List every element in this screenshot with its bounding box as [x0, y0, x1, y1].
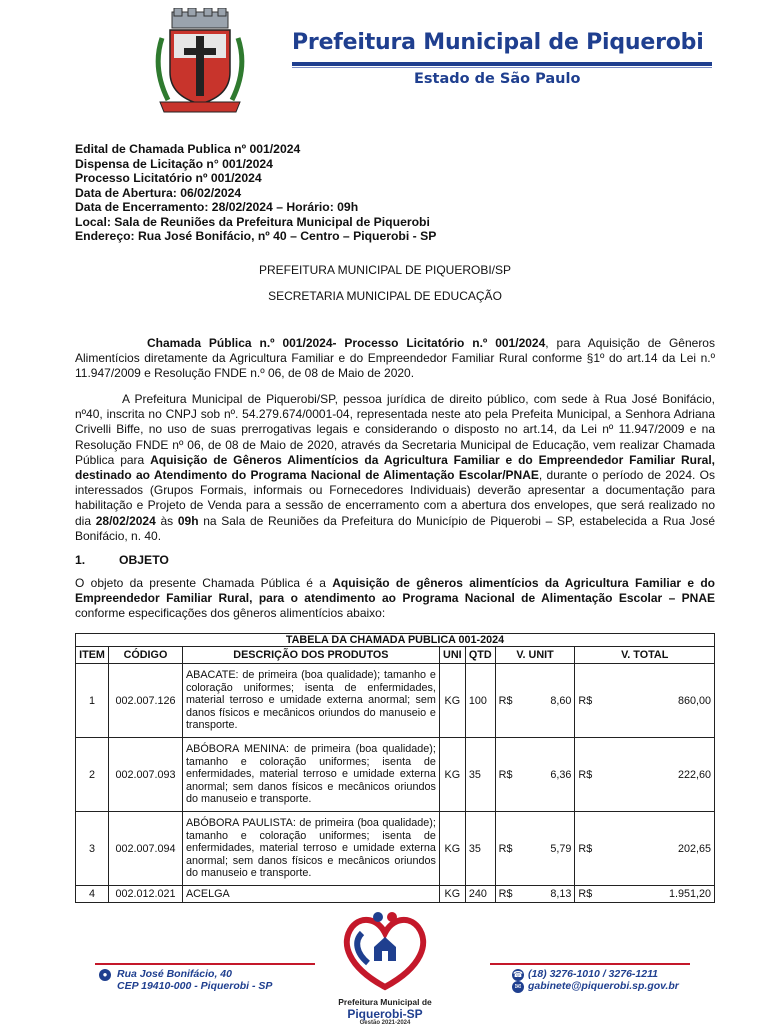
products-table [75, 633, 715, 903]
cell-desc: ABACATE: de primeira (boa qualidade); tamanho e coloração uniformes; isenta de enfermidades, material terroso e umidade externa anormal; sem danos físicos e mecânicos oriundos do manuseio e transporte. [182, 664, 439, 738]
section-number: 1. [75, 553, 86, 567]
intro-text: , para Aquisição de Gêneros Alimentícios diretamente da Agricultura Familiar e do Empreendedor Familiar Rural conforme §1º do art.14 da Lei n.º 11.947/2009 e Resolução FNDE n.º 06, de 08 de Maio de 2020. [75, 336, 715, 381]
header-title: Prefeitura Municipal de Piquerobi [292, 30, 704, 55]
cell-uni: KG [439, 738, 465, 812]
objeto-bold: Aquisição de gêneros alimentícios da Agricultura Familiar e do Empreendedor Familiar Rural, para o atendimento ao Programa Nacional de Alimentação Escolar – PNAE [75, 576, 715, 606]
edital-info-block [75, 142, 695, 244]
cell-total-price [575, 886, 715, 903]
logo-text-line2: Piquerobi-SP [347, 1007, 423, 1021]
cell-qtd: 240 [465, 886, 495, 903]
phone-icon: ☎ [513, 970, 523, 979]
footer-contact [490, 963, 690, 995]
section-heading-objeto [75, 553, 169, 567]
info-line-edital: Edital de Chamada Publica nº 001/2024 [75, 142, 301, 156]
cell-code: 002.007.093 [108, 738, 182, 812]
cell-unit-price [495, 886, 575, 903]
cell-item: 3 [76, 812, 109, 886]
cell-total-price [575, 812, 715, 886]
header-rule [292, 62, 712, 66]
table-header-row [76, 647, 715, 664]
header-subtitle: Estado de São Paulo [414, 71, 581, 87]
cell-code: 002.012.021 [108, 886, 182, 903]
cell-desc: ABÓBORA MENINA: de primeira (boa qualidade); tamanho e coloração uniformes; isenta de enfermidades, material terroso e umidade externa anormal; sem danos físicos e mecânicos oriundos do manuseio e transporte. [182, 738, 439, 812]
currency-symbol: R$ [498, 842, 513, 855]
footer-address-line1: Rua José Bonifácio, 40 [117, 968, 232, 980]
table-row [76, 886, 715, 903]
table-row [76, 738, 715, 812]
total-value: 860,00 [677, 694, 711, 707]
cell-item: 1 [76, 664, 109, 738]
unit-value: 5,79 [550, 842, 572, 855]
col-header-item: ITEM [76, 647, 109, 664]
objeto-text-1: O objeto da presente Chamada Pública é a [75, 576, 333, 590]
main-text-2: , durante o período de 2024. Os interessados (Grupos Formais, informais ou Fornecedores Individuais) deverão apresentar a documentação para habilitação e Projeto de Venda para a sessão de encerramento com a abertura dos envelopes, que será realizado no dia [75, 468, 715, 528]
main-bold-date: 28/02/2024 [95, 513, 156, 528]
cell-qtd: 100 [465, 664, 495, 738]
col-header-unit: V. UNIT [495, 647, 575, 664]
intro-bold: Chamada Pública n.º 001/2024- Processo Licitatório n.º 001/2024 [147, 336, 546, 350]
total-value: 222,60 [677, 768, 711, 781]
footer-phone: (18) 3276-1010 / 3276-1211 [528, 968, 658, 980]
intro-paragraph [75, 336, 715, 382]
cell-qtd: 35 [465, 738, 495, 812]
info-line-endereco: Endereço: Rua José Bonifácio, nº 40 – Centro – Piquerobi - SP [75, 229, 437, 243]
main-text-4: na Sala de Reuniões da Prefeitura do Município de Piquerobi – SP, estabelecida a Rua José Bonifácio, n. 40. [75, 513, 716, 543]
info-line-processo: Processo Licitatório nº 001/2024 [75, 171, 262, 185]
currency-symbol: R$ [498, 694, 513, 707]
cell-qtd: 35 [465, 812, 495, 886]
currency-symbol: R$ [578, 842, 593, 855]
info-line-abertura: Data de Abertura: 06/02/2024 [75, 185, 242, 200]
unit-value: 6,36 [550, 768, 572, 781]
currency-symbol: R$ [498, 888, 513, 901]
currency-symbol: R$ [578, 888, 593, 901]
footer-address [95, 963, 315, 995]
logo-text-line1: Prefeitura Municipal de [338, 997, 432, 1007]
cell-unit-price [495, 812, 575, 886]
cell-uni: KG [439, 812, 465, 886]
currency-symbol: R$ [578, 694, 593, 707]
cell-code: 002.007.094 [108, 812, 182, 886]
cell-uni: KG [439, 664, 465, 738]
letterhead [0, 0, 770, 120]
cell-total-price [575, 738, 715, 812]
main-text-1: A Prefeitura Municipal de Piquerobi/SP, pessoa jurídica de direito público, com sede à Rua José Bonifácio, nº40, inscrita no CNPJ sob nº. 54.279.674/0001-04, representada neste ato pela Prefeita Municipal, a Senhora Adriana Crivelli Biffe, no uso de suas prerrogativas legais e considerando o disposto no art.14, da Lei nº 11.947/2009 e na Resolução FNDE nº 06, de 08 de Maio de 2020, através da Secretaria Municipal de Educação, vem realizar Chamada Pública para [75, 392, 715, 467]
cell-uni: KG [439, 886, 465, 903]
objeto-text-2: conforme especificações dos gêneros alimentícios abaixo: [75, 606, 386, 621]
table-row [76, 812, 715, 886]
cell-total-price [575, 664, 715, 738]
logo-text-line3: Gestão 2021-2024 [359, 1020, 411, 1024]
org-name: PREFEITURA MUNICIPAL DE PIQUEROBI/SP [258, 263, 512, 277]
header-rule-thin [292, 67, 712, 68]
footer-email: gabinete@piquerobi.sp.gov.br [528, 980, 679, 992]
footer-address-line2: CEP 19410-000 - Piquerobi - SP [117, 980, 273, 992]
col-header-total: V. TOTAL [575, 647, 715, 664]
main-text-3: às [155, 513, 178, 528]
cell-unit-price [495, 738, 575, 812]
info-line-local: Local: Sala de Reuniões da Prefeitura Municipal de Piquerobi [75, 214, 430, 229]
municipal-heart-logo-icon [338, 907, 433, 992]
col-header-qtd: QTD [465, 647, 495, 664]
objeto-paragraph [75, 576, 715, 622]
cell-desc: ACELGA [182, 886, 439, 903]
unit-value: 8,60 [550, 694, 572, 707]
main-bold-1: Aquisição de Gêneros Alimentícios da Agricultura Familiar e do Empreendedor Familiar Rural, destinado ao Atendimento do Programa Nacional de Alimentação Escolar/PNAE [75, 452, 715, 483]
total-value: 1.951,20 [668, 888, 711, 901]
cell-code: 002.007.126 [108, 664, 182, 738]
cell-unit-price [495, 664, 575, 738]
unit-value: 8,13 [550, 888, 572, 901]
page-footer [0, 905, 770, 1024]
total-value: 202,65 [677, 842, 711, 855]
table-caption: TABELA DA CHAMADA PUBLICA 001-2024 [76, 634, 715, 647]
org-department: SECRETARIA MUNICIPAL DE EDUCAÇÃO [268, 289, 502, 303]
table-row [76, 664, 715, 738]
cell-desc: ABÓBORA PAULISTA: de primeira (boa qualidade); tamanho e coloração uniformes; isenta de enfermidades, material terroso e umidade externa anormal; sem danos físicos e mecânicos oriundos do manuseio e transporte. [182, 812, 439, 886]
info-line-encerramento: Data de Encerramento: 28/02/2024 – Horário: 09h [75, 200, 359, 214]
main-bold-time: 09h [177, 513, 199, 528]
col-header-desc: DESCRIÇÃO DOS PRODUTOS [182, 647, 439, 664]
currency-symbol: R$ [578, 768, 593, 781]
cell-item: 2 [76, 738, 109, 812]
cell-item: 4 [76, 886, 109, 903]
main-paragraph [75, 392, 715, 544]
info-line-dispensa: Dispensa de Licitação n° 001/2024 [75, 156, 273, 171]
coat-of-arms-icon [150, 8, 250, 116]
email-icon: ✉ [512, 981, 524, 993]
col-header-uni: UNI [439, 647, 465, 664]
col-header-code: CÓDIGO [108, 647, 182, 664]
currency-symbol: R$ [498, 768, 513, 781]
section-title: OBJETO [119, 553, 169, 567]
location-icon: ● [99, 969, 111, 981]
